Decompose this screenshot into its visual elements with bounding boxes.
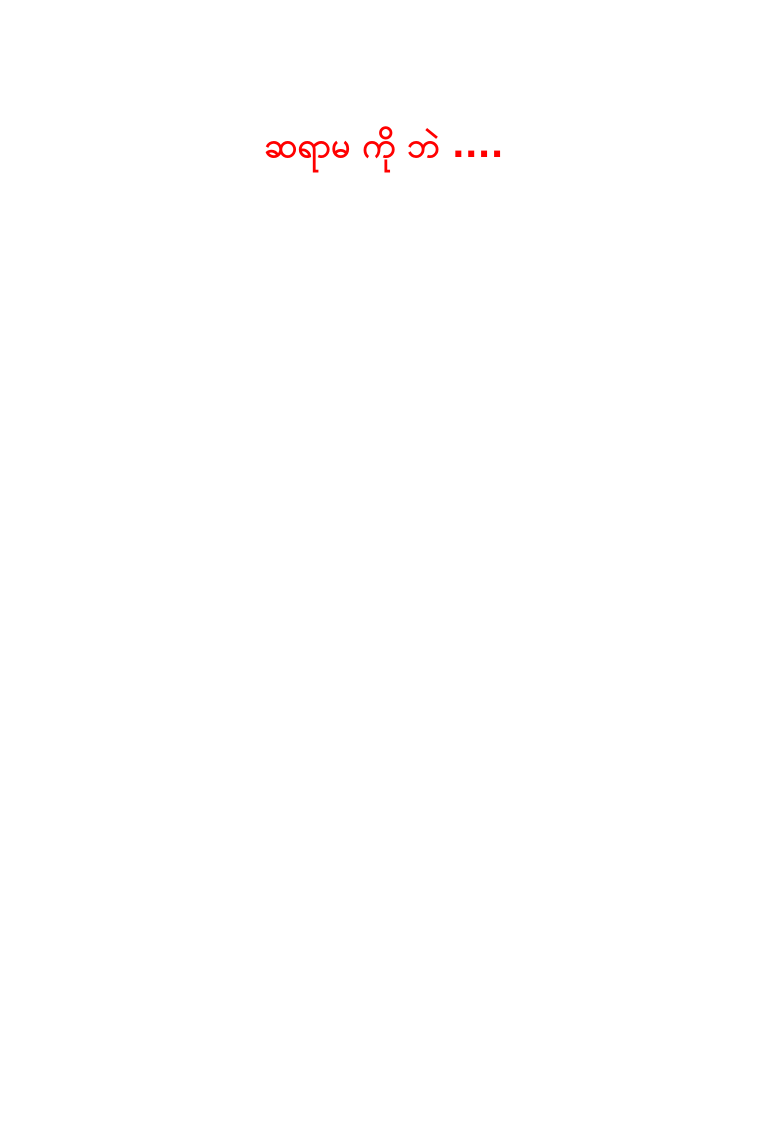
document-page: [0, 124, 768, 1148]
document-title: ဆရာမ ကို ဘဲ ....: [264, 126, 504, 166]
